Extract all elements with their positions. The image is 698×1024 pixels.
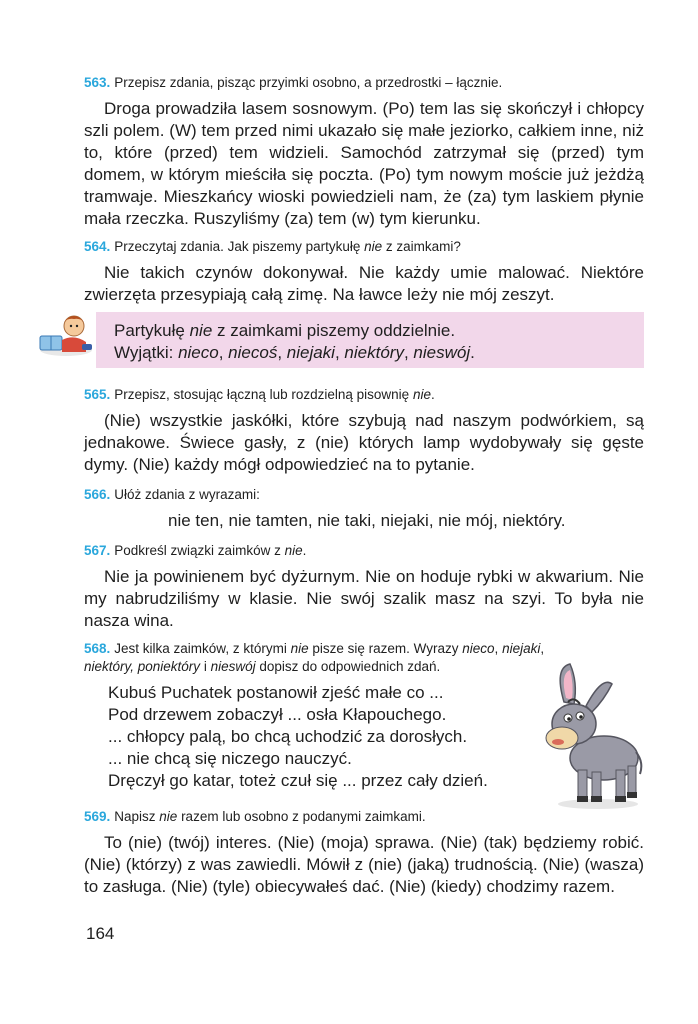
exercise-566	[84, 486, 644, 532]
italic-word: nie	[284, 543, 303, 558]
exercise-instruction-end: razem lub osobno z podanymi zaimkami.	[177, 809, 426, 824]
separator: .	[470, 343, 475, 362]
exercise-instruction: Ułóż zdania z wyrazami:	[114, 487, 260, 502]
italic-word: niektóry, poniektóry	[84, 659, 201, 674]
rule-text: z zaimkami piszemy oddzielnie.	[212, 321, 456, 340]
separator: ,	[277, 343, 287, 362]
italic-word: nie	[364, 239, 383, 254]
italic-word: nieswój	[210, 659, 256, 674]
list-item: ... nie chcą się niczego nauczyć.	[108, 749, 352, 768]
exercise-text: Droga prowadziła lasem sosnowym. (Po) tem las się skończył i chłopcy szli polem. (W) tem przed nimi ukazało się małe jeziorko, całkiem inne, niż to, które (przed) tem widzieli. Samochód zatrzymał się (przed) tym domem, w którym mieściła się poczta. (Po) tym nowym moście już jeżdżą tramwaje. Mieszkańcy wioski powiedzieli nam, że (za) tym laskiem płynie mała rzeczka. Ruszyliśmy (za) tem (w) tym kierunku.	[84, 99, 644, 228]
exercise-569	[84, 808, 644, 898]
exercise-567-header	[84, 542, 644, 560]
exercise-instruction: pisze się razem. Wyrazy	[308, 641, 463, 656]
exercise-number: 566.	[84, 487, 111, 502]
exception-word: nieco	[178, 343, 219, 362]
exercise-instruction: Jest kilka zaimków, z którymi	[114, 641, 291, 656]
exercise-instruction: i	[200, 659, 211, 674]
exercise-instruction: Przepisz, stosując łączną lub rozdzielną pisownię	[114, 387, 413, 402]
reading-boy-icon	[36, 310, 94, 358]
rule-line-2	[96, 342, 644, 364]
exercise-567	[84, 542, 644, 632]
separator: ,	[403, 343, 414, 362]
exercise-instruction-end: dopisz do odpowiednich zdań.	[255, 659, 441, 674]
exercise-565	[84, 386, 644, 476]
exercise-text: Nie ja powinienem być dyżurnym. Nie on hoduje rybki w akwarium. Nie my nabrudziliśmy w klasie. Nie swój szalik masz na szyi. To była nie nasza wina.	[84, 567, 644, 630]
separator: ,	[540, 641, 545, 656]
exercise-text: (Nie) wszystkie jaskółki, które szybują nad naszym podwórkiem, są jednakowe. Świece gasły, z (nie) których lamp wydobywały się gęste dymy. (Nie) każdy mógł odpowiedzieć na to pytanie.	[84, 411, 644, 474]
italic-word: nie	[290, 641, 309, 656]
exercise-instruction-end: .	[302, 543, 307, 558]
exercise-text: Nie takich czynów dokonywał. Nie każdy umie malować. Niektóre zwierzęta przesypiają całą zimę. Na ławce leży nie mój zeszyt.	[84, 263, 644, 304]
page-number: 164	[86, 924, 115, 943]
exercise-number: 569.	[84, 809, 111, 824]
rule-box	[96, 312, 644, 368]
exercise-565-header	[84, 386, 644, 404]
italic-word: nie	[159, 809, 178, 824]
rule-text: Partykułę	[114, 321, 190, 340]
exercise-instruction: Przepisz zdania, pisząc przyimki osobno, a przedrostki – łącznie.	[114, 75, 503, 90]
exercise-564	[84, 238, 644, 306]
exercise-instruction: Podkreśl związki zaimków z	[114, 543, 285, 558]
list-item: Dręczył go katar, toteż czuł się ... przez cały dzień.	[108, 771, 488, 790]
exception-word: nieswój	[413, 343, 471, 362]
exercise-564-header	[84, 238, 644, 256]
exception-word: niektóry	[344, 343, 404, 362]
italic-word: nieco	[462, 641, 495, 656]
list-item: Pod drzewem zobaczył ... osła Kłapouchego.	[108, 705, 447, 724]
exercise-instruction-end: .	[430, 387, 435, 402]
exercise-number: 564.	[84, 239, 111, 254]
separator: ,	[334, 343, 345, 362]
exceptions-label: Wyjątki:	[114, 343, 179, 362]
exercise-566-header	[84, 486, 644, 504]
exception-word: niecoś	[228, 343, 278, 362]
exercise-instruction: Napisz	[114, 809, 160, 824]
exercise-number: 563.	[84, 75, 111, 90]
word-list: nie ten, nie tamten, nie taki, niejaki, nie mój, niektóry.	[168, 511, 566, 530]
list-item: ... chłopcy palą, bo chcą uchodzić za dorosłych.	[108, 727, 468, 746]
separator: ,	[218, 343, 229, 362]
separator: ,	[494, 641, 503, 656]
italic-word: nie	[412, 387, 431, 402]
exercise-569-header	[84, 808, 644, 826]
exercise-563-header	[84, 74, 644, 92]
exercise-instruction: Przeczytaj zdania. Jak piszemy partykułę	[114, 239, 365, 254]
italic-word: nie	[189, 321, 213, 340]
rule-line-1	[96, 320, 644, 342]
exercise-instruction-end: z zaimkami?	[382, 239, 461, 254]
exercise-number: 568.	[84, 641, 111, 656]
exercise-text: To (nie) (twój) interes. (Nie) (moja) sprawa. (Nie) (tak) będziemy robić. (Nie) (którzy) z was zawiedli. Mówił z (nie) (jaką) trudnością. (Nie) (wasza) to zasługa. (Nie) (tyle) obiecywałeś dać. (Nie) (kiedy) chodzimy razem.	[84, 833, 644, 896]
exercise-563	[84, 74, 644, 230]
exception-word: niejaki	[286, 343, 335, 362]
list-item: Kubuś Puchatek postanowił zjeść małe co ...	[108, 683, 444, 702]
italic-word: niejaki	[502, 641, 541, 656]
exercise-number: 567.	[84, 543, 111, 558]
donkey-illustration	[528, 662, 644, 812]
exercise-number: 565.	[84, 387, 111, 402]
